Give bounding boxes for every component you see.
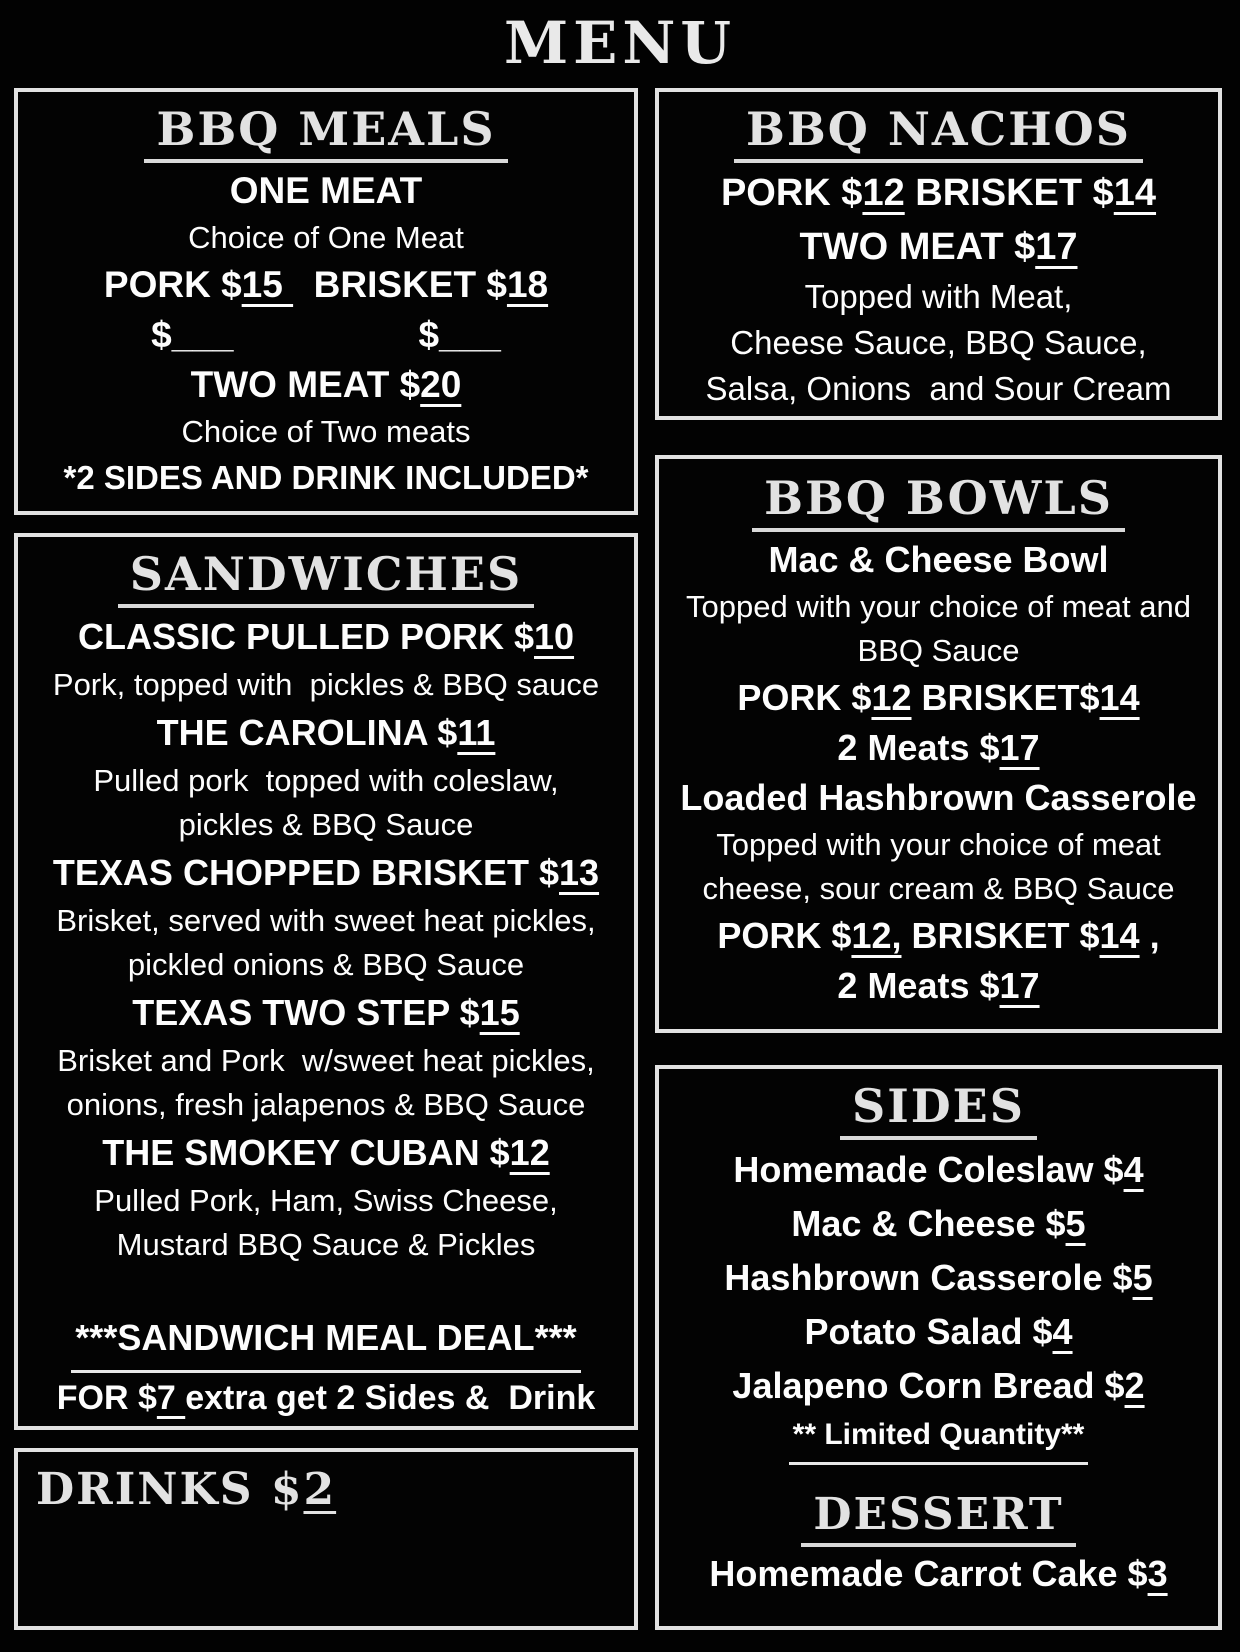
- menu-line-meals-prices: [18, 260, 634, 310]
- menu-line-one-meat-desc: [18, 216, 634, 260]
- sides-section: [655, 1065, 1222, 1630]
- text-segment: Cheese Sauce, BBQ Sauce,: [730, 324, 1147, 362]
- drinks-title: [36, 1464, 634, 1516]
- text-segment: Topped with Meat,: [804, 278, 1073, 316]
- menu-line-cuban-desc-1: [18, 1179, 634, 1223]
- text-segment: 15: [241, 264, 294, 306]
- text-segment: Jalapeno Corn Bread $: [732, 1365, 1125, 1407]
- text-segment: FOR $: [56, 1379, 157, 1418]
- text-segment: [233, 314, 418, 355]
- menu-line-smokey-cuban: [18, 1127, 634, 1179]
- menu-line-hashbrown-two-meats: [659, 961, 1218, 1011]
- limited-quantity-note: [659, 1413, 1218, 1465]
- text-segment: THE SMOKEY CUBAN $: [102, 1132, 510, 1174]
- text-segment: 14: [1099, 915, 1140, 957]
- text-segment: $___: [418, 314, 501, 356]
- text-segment: Choice of Two meats: [181, 414, 471, 450]
- menu-line-potato-salad: [659, 1305, 1218, 1359]
- sandwiches-section: [14, 533, 638, 1430]
- bbq-nachos-section: [655, 88, 1222, 420]
- text-segment: Loaded Hashbrown Casserole: [680, 777, 1197, 819]
- bbq-bowls-title-text: BBQ BOWLS: [752, 471, 1125, 532]
- text-segment: TWO MEAT $: [190, 364, 421, 406]
- text-segment: pickled onions & BBQ Sauce: [127, 947, 525, 983]
- menu-line-two-step-desc-2: [18, 1083, 634, 1127]
- text-segment: $___: [151, 314, 234, 356]
- text-segment: Mac & Cheese $: [791, 1203, 1066, 1245]
- text-segment: CLASSIC PULLED PORK $: [77, 616, 534, 658]
- text-segment: pickles & BBQ Sauce: [178, 807, 474, 843]
- menu-line-nachos-desc-2: [659, 320, 1218, 366]
- text-segment: 4: [1123, 1149, 1144, 1191]
- menu-line-sides-included: [18, 454, 634, 501]
- sides-title: [659, 1079, 1218, 1133]
- menu-line-nachos-prices: [659, 166, 1218, 220]
- sandwiches-title: [18, 547, 634, 601]
- text-segment: 17: [1035, 226, 1078, 269]
- text-segment: 2 Meats $: [837, 727, 1000, 769]
- text-segment: BRISKET$: [911, 677, 1100, 719]
- bbq-meals-section: [14, 88, 638, 515]
- menu-line-one-meat: [18, 166, 634, 216]
- menu-line-hashbrown-desc-2: [659, 867, 1218, 911]
- bbq-meals-title: [18, 102, 634, 156]
- text-segment: PORK $: [103, 264, 242, 306]
- menu-line-two-meat-desc: [18, 410, 634, 454]
- menu-line-two-step-desc-1: [18, 1039, 634, 1083]
- text-segment: Mustard BBQ Sauce & Pickles: [116, 1227, 536, 1263]
- menu-line-mac-cheese-side: [659, 1197, 1218, 1251]
- menu-line-mac-bowl-desc-2: [659, 629, 1218, 673]
- text-segment: 12: [509, 1132, 550, 1174]
- text-segment: BRISKET $: [901, 915, 1100, 957]
- text-segment: PORK $: [720, 172, 863, 215]
- menu-line-classic-pulled-pork: [18, 611, 634, 663]
- menu-line-mac-cheese-bowl: [659, 535, 1218, 585]
- menu-line-cuban-desc-2: [18, 1223, 634, 1267]
- bbq-nachos-title-text: BBQ NACHOS: [734, 102, 1143, 163]
- menu-line-nachos-two-meat: [659, 220, 1218, 274]
- sides-title-text: SIDES: [840, 1079, 1037, 1140]
- text-segment: 15: [479, 992, 520, 1034]
- text-segment: 11: [457, 712, 496, 754]
- menu-line-hashbrown-casserole: [659, 773, 1218, 823]
- text-segment: 14: [1099, 677, 1140, 719]
- text-segment: ***SANDWICH MEAL DEAL***: [75, 1317, 577, 1359]
- dessert-title: [659, 1489, 1218, 1541]
- bbq-bowls-title: [659, 471, 1218, 525]
- text-segment: ** Limited Quantity**: [792, 1418, 1085, 1452]
- menu-line-classic-desc: [18, 663, 634, 707]
- text-segment: 12: [871, 677, 912, 719]
- text-segment: TWO MEAT $: [799, 226, 1036, 269]
- menu-line-carrot-cake: [659, 1547, 1218, 1601]
- text-segment: Choice of One Meat: [188, 220, 464, 256]
- text-segment: 2 Meats $: [837, 965, 1000, 1007]
- menu-line-carolina-desc-2: [18, 803, 634, 847]
- text-segment: 20: [420, 364, 462, 406]
- text-segment: THE CAROLINA $: [156, 712, 458, 754]
- text-segment: Topped with your choice of meat: [716, 827, 1161, 863]
- text-segment: Homemade Carrot Cake $: [709, 1553, 1148, 1595]
- menu-line-nachos-desc-1: [659, 274, 1218, 320]
- menu-line-brisket-desc-2: [18, 943, 634, 987]
- bbq-nachos-title: [659, 102, 1218, 156]
- text-segment: 12: [862, 172, 905, 215]
- text-segment: BRISKET $: [293, 264, 507, 306]
- text-segment: onions, fresh jalapenos & BBQ Sauce: [66, 1087, 586, 1123]
- text-segment: 4: [1052, 1311, 1073, 1353]
- text-segment: 13: [559, 852, 600, 894]
- menu-line-nachos-desc-3: [659, 366, 1218, 412]
- bbq-bowls-section: [655, 455, 1222, 1033]
- text-segment: TEXAS TWO STEP $: [132, 992, 480, 1034]
- text-segment: Pulled Pork, Ham, Swiss Cheese,: [94, 1183, 558, 1219]
- text-segment: cheese, sour cream & BBQ Sauce: [702, 871, 1175, 907]
- text-segment: BRISKET $: [904, 172, 1114, 215]
- text-segment: 12,: [851, 915, 902, 957]
- menu-line-brisket-desc-1: [18, 899, 634, 943]
- text-segment: Topped with your choice of meat and: [686, 589, 1191, 625]
- text-segment: Brisket, served with sweet heat pickles,: [56, 903, 596, 939]
- sandwich-meal-deal-detail: [18, 1373, 634, 1423]
- text-segment: 7: [156, 1379, 186, 1418]
- text-segment: 2: [1124, 1365, 1145, 1407]
- drinks-section: [14, 1448, 638, 1630]
- limited-quantity-note-text: [789, 1413, 1089, 1465]
- text-segment: 3: [1147, 1553, 1168, 1595]
- sandwich-meal-deal-title-text: [71, 1311, 580, 1373]
- text-segment: ONE MEAT: [229, 170, 423, 212]
- text-segment: extra get 2 Sides & Drink: [185, 1379, 596, 1418]
- text-segment: PORK $: [737, 677, 872, 719]
- text-segment: ,: [1139, 915, 1160, 957]
- bbq-meals-title-text: BBQ MEALS: [144, 102, 507, 163]
- menu-line-two-meat: [18, 360, 634, 410]
- menu-line-hashbrown-desc-1: [659, 823, 1218, 867]
- page-title: MENU: [503, 9, 736, 77]
- menu-line-carolina-desc-1: [18, 759, 634, 803]
- text-segment: Pork, topped with pickles & BBQ sauce: [52, 667, 600, 703]
- text-segment: Mac & Cheese Bowl: [768, 539, 1109, 581]
- menu-line-mac-bowl-desc-1: [659, 585, 1218, 629]
- text-segment: Brisket and Pork w/sweet heat pickles,: [57, 1043, 595, 1079]
- text-segment: Hashbrown Casserole $: [724, 1257, 1133, 1299]
- menu-line-mac-bowl-prices: [659, 673, 1218, 723]
- text-segment: 10: [534, 616, 575, 658]
- text-segment: 5: [1065, 1203, 1086, 1245]
- text-segment: Homemade Coleslaw $: [733, 1149, 1124, 1191]
- spacer: [18, 1267, 634, 1311]
- menu-line-hashbrown-side: [659, 1251, 1218, 1305]
- text-segment: Pulled pork topped with coleslaw,: [93, 763, 559, 799]
- menu-line-mac-bowl-two-meats: [659, 723, 1218, 773]
- text-segment: TEXAS CHOPPED BRISKET $: [52, 852, 560, 894]
- menu-line-corn-bread: [659, 1359, 1218, 1413]
- menu-line-price-blanks: [18, 310, 634, 360]
- menu-line-hashbrown-prices: [659, 911, 1218, 961]
- text-segment: *2 SIDES AND DRINK INCLUDED*: [63, 459, 589, 497]
- text-segment: PORK $: [717, 915, 852, 957]
- sandwich-meal-deal-title: [18, 1311, 634, 1373]
- text-segment: Potato Salad $: [804, 1311, 1053, 1353]
- text-segment: BBQ Sauce: [857, 633, 1020, 669]
- menu-line-coleslaw: [659, 1143, 1218, 1197]
- text-segment: 17: [999, 727, 1040, 769]
- text-segment: 2: [303, 1464, 337, 1515]
- menu-line-texas-chopped-brisket: [18, 847, 634, 899]
- sandwiches-title-text: SANDWICHES: [118, 547, 534, 608]
- text-segment: 17: [999, 965, 1040, 1007]
- menu-line-carolina: [18, 707, 634, 759]
- text-segment: 14: [1113, 172, 1157, 215]
- text-segment: 5: [1132, 1257, 1153, 1299]
- text-segment: Salsa, Onions and Sour Cream: [705, 370, 1172, 408]
- text-segment: 18: [506, 264, 549, 306]
- menu-line-texas-two-step: [18, 987, 634, 1039]
- text-segment: DRINKS $: [36, 1464, 304, 1515]
- dessert-title-text: DESSERT: [801, 1489, 1075, 1547]
